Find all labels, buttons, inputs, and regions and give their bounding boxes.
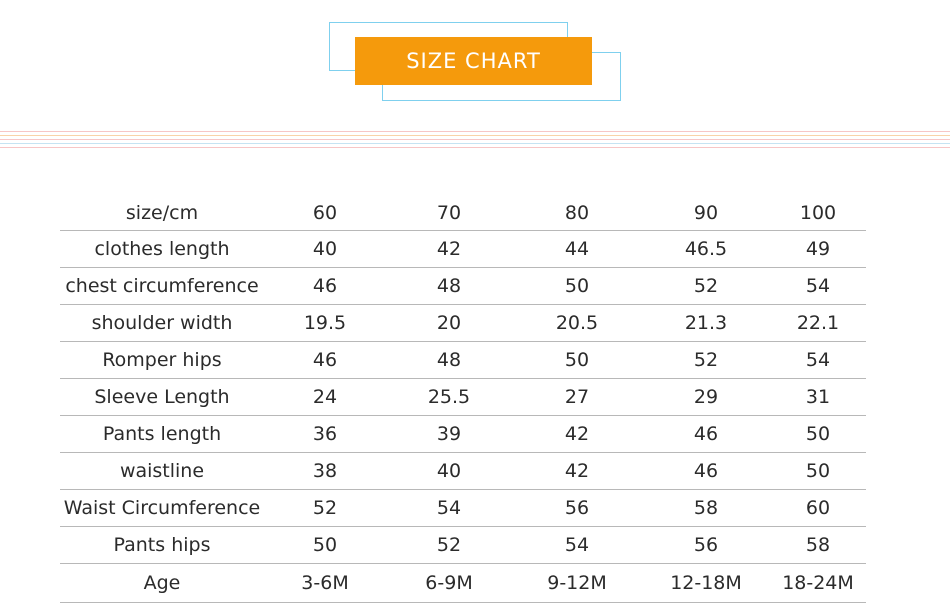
table-cell: 60 (312, 201, 338, 224)
row-label: shoulder width (91, 312, 233, 334)
table-cell: 44 (564, 238, 590, 260)
row-label: chest circumference (65, 275, 259, 297)
table-cell: 80 (564, 201, 590, 224)
table-cell: 25.5 (427, 386, 471, 408)
table-row (60, 490, 866, 527)
row-label: Pants length (102, 423, 222, 445)
table-cell: 46 (312, 349, 338, 371)
table-cell: 70 (436, 201, 462, 224)
row-label: Pants hips (113, 534, 211, 556)
table-cell: 46.5 (684, 238, 728, 260)
table-cell: 42 (436, 238, 462, 260)
table-cell: 46 (693, 423, 719, 445)
table-row (60, 195, 866, 231)
table-cell: 58 (693, 497, 719, 519)
table-cell: 50 (564, 275, 590, 297)
table-cell: 56 (564, 497, 590, 519)
table-cell: 20.5 (555, 312, 599, 334)
table-cell: 49 (805, 238, 831, 260)
table-cell: 54 (805, 275, 831, 297)
table-cell: 3-6M (301, 572, 349, 594)
table-cell: 52 (693, 349, 719, 371)
table-cell: 42 (564, 423, 590, 445)
table-cell: 50 (805, 460, 831, 482)
table-cell: 46 (693, 460, 719, 482)
table-cell: 54 (805, 349, 831, 371)
table-cell: 42 (564, 460, 590, 482)
table-cell: 39 (436, 423, 462, 445)
size-table (60, 195, 866, 603)
table-cell: 29 (693, 386, 719, 408)
table-row (60, 453, 866, 490)
row-label: Waist Circumference (63, 497, 261, 519)
table-cell: 36 (312, 423, 338, 445)
table-row (60, 231, 866, 268)
table-row (60, 268, 866, 305)
table-cell: 18-24M (782, 572, 854, 594)
row-label: Romper hips (102, 349, 222, 371)
table-cell: 52 (436, 534, 462, 556)
table-cell: 48 (436, 275, 462, 297)
table-cell: 6-9M (425, 572, 473, 594)
table-cell: 54 (436, 497, 462, 519)
table-cell: 54 (564, 534, 590, 556)
table-cell: 50 (564, 349, 590, 371)
table-cell: 52 (312, 497, 338, 519)
table-cell: 31 (805, 386, 831, 408)
table-cell: 19.5 (303, 312, 347, 334)
table-cell: 60 (805, 497, 831, 519)
table-row (60, 305, 866, 342)
table-cell: 24 (312, 386, 338, 408)
table-cell: 40 (436, 460, 462, 482)
table-cell: 50 (312, 534, 338, 556)
table-cell: 27 (564, 386, 590, 408)
size-chart-title (355, 37, 592, 85)
table-cell: 50 (805, 423, 831, 445)
table-cell: 12-18M (670, 572, 742, 594)
row-label: waistline (119, 460, 205, 482)
table-cell: 48 (436, 349, 462, 371)
stripe-line (0, 147, 950, 148)
row-label: Sleeve Length (94, 386, 230, 408)
table-cell: 56 (693, 534, 719, 556)
table-cell: 40 (312, 238, 338, 260)
row-label: size/cm (125, 201, 199, 224)
stripe-line (0, 143, 950, 144)
table-cell: 52 (693, 275, 719, 297)
row-label: clothes length (94, 238, 230, 260)
stripe-line (0, 131, 950, 132)
table-cell: 100 (799, 201, 837, 224)
table-row (60, 527, 866, 564)
table-cell: 22.1 (796, 312, 840, 334)
table-cell: 9-12M (547, 572, 607, 594)
table-cell: 38 (312, 460, 338, 482)
table-cell: 21.3 (684, 312, 728, 334)
table-cell: 90 (693, 201, 719, 224)
table-cell: 46 (312, 275, 338, 297)
stripe-line (0, 135, 950, 136)
table-row (60, 416, 866, 453)
title-text: SIZE CHART (406, 49, 541, 73)
row-label: Age (143, 572, 181, 594)
table-row (60, 564, 866, 603)
table-cell: 58 (805, 534, 831, 556)
table-row (60, 379, 866, 416)
table-row (60, 342, 866, 379)
table-cell: 20 (436, 312, 462, 334)
stripe-line (0, 139, 950, 140)
